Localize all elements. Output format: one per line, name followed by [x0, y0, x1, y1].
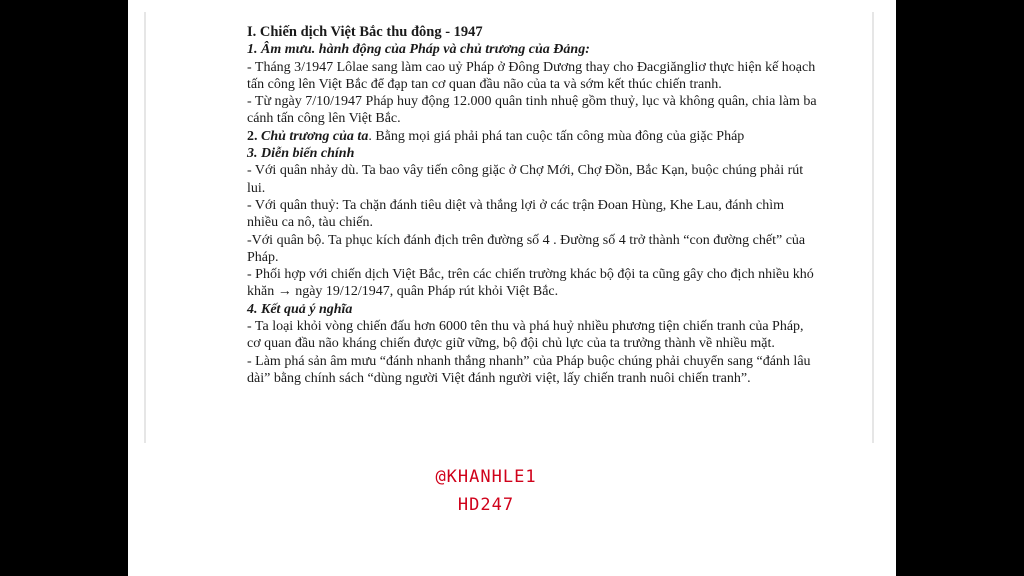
- section-3-paragraph-1: - Với quân nhảy dù. Ta bao vây tiến công giặc ở Chợ Mới, Chợ Đồn, Bắc Kạn, buộc chúng phải rút lui.: [247, 163, 804, 196]
- section-1-paragraph-2: - Từ ngày 7/10/1947 Pháp huy động 12.000 quân tinh nhuệ gồm thuỷ, lục và không quân, chia làm ba cánh tấn công lên Việt Bắc.: [247, 94, 817, 127]
- document-text: [247, 24, 817, 387]
- section-3-paragraph-3: -Với quân bộ. Ta phục kích đánh địch trên đường số 4 . Đường số 4 trở thành “con đường chết” của Pháp.: [247, 232, 806, 265]
- section-2-line: [247, 128, 817, 145]
- section-3-heading: 3. Diễn biến chính: [247, 146, 355, 162]
- section-4-paragraph-2: - Làm phá sản âm mưu “đánh nhanh thắng nhanh” của Pháp buộc chúng phải chuyển sang “đánh lâu dài” bằng chính sách “dùng người Việt đánh người việt, lấy chiến tranh nuôi chiến tranh”.: [247, 353, 811, 386]
- section-4-heading: 4. Kết quả ý nghĩa: [247, 301, 353, 317]
- section-3-paragraph-2: - Với quân thuỷ: Ta chặn đánh tiêu diệt và thắng lợi ở các trận Đoan Hùng, Khe Lau, đánh chìm nhiều ca nô, tàu chiến.: [247, 197, 785, 231]
- page: [128, 0, 896, 576]
- watermark-username: @KHANHLE1: [435, 467, 537, 487]
- section-2-number: 2.: [247, 128, 258, 144]
- watermark-brand: HD247: [457, 495, 515, 515]
- section-1-paragraph-1: - Tháng 3/1947 Lôlae sang làm cao uỷ Pháp ở Đông Dương thay cho Đacgiăngliơ thực hiện kế hoạch tấn công lên Việt Bắc để đạp tan cơ quan đầu não của ta và sớm kết thúc chiến tranh.: [247, 59, 816, 92]
- section-4-paragraph-1: - Ta loại khỏi vòng chiến đấu hơn 6000 tên thu và phá huỷ nhiều phương tiện chiến tranh của Pháp, cơ quan đầu não kháng chiến được giữ vững, bộ đội chủ lực của ta trưởng thành về nhiều mặt.: [247, 319, 804, 352]
- section-2-text: . Bằng mọi giá phải phá tan cuộc tấn công mùa đông của giặc Pháp: [368, 128, 745, 144]
- section-3-paragraph-4: - Phối hợp với chiến dịch Việt Bắc, trên các chiến trường khác bộ đội ta cũng gây cho địch nhiều khó khăn → ngày 19/12/1947, quân Pháp rút khỏi Việt Bắc.: [247, 267, 814, 300]
- section-2-heading: Chủ trương của ta: [261, 128, 369, 144]
- document-title: I. Chiến dịch Việt Bắc thu đông - 1947: [247, 24, 483, 40]
- document-image-frame: [144, 12, 874, 443]
- section-1-heading: 1. Âm mưu. hành động của Pháp và chủ trương của Đảng:: [247, 42, 590, 58]
